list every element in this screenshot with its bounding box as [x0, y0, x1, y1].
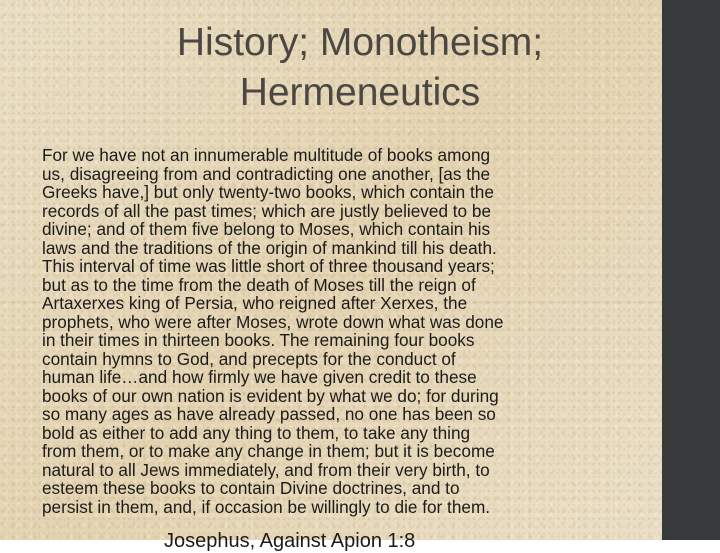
quote-line: so many ages as have already passed, no one has been so	[42, 404, 496, 424]
quote-line: in their times in thirteen books. The remaining four books	[42, 330, 475, 350]
quote-line: esteem these books to contain Divine doctrines, and to	[42, 478, 460, 498]
dark-side-panel	[662, 0, 720, 540]
quote-line: Artaxerxes king of Persia, who reigned after Xerxes, the	[42, 293, 468, 313]
quote-line: contain hymns to God, and precepts for the conduct of	[42, 348, 456, 369]
slide-title-line-1: History; Monotheism;	[176, 21, 544, 64]
quote-line: human life…and how firmly we have given credit to these	[42, 367, 477, 387]
quote-line: divine; and of them five belong to Moses, which contain his	[42, 219, 491, 239]
quote-body	[42, 146, 642, 516]
quote-line: Greeks have,] but only twenty-two books, which contain the	[42, 182, 494, 202]
quote-line: us, disagreeing from and contradicting one another, [as the	[42, 163, 491, 184]
quote-line: prophets, who were after Moses, wrote down what was done	[42, 311, 504, 332]
quote-line: records of all the past times; which are justly believed to be	[42, 200, 492, 221]
quote-line: This interval of time was little short of three thousand years;	[42, 256, 495, 276]
quote-line: natural to all Jews immediately, and from their very birth, to	[42, 459, 490, 480]
quote-line: but as to the time from the death of Moses till the reign of	[42, 274, 476, 295]
quote-attribution: Josephus, Against Apion 1:8	[164, 530, 416, 552]
quote-line: laws and the traditions of the origin of mankind till his death.	[42, 237, 497, 258]
quote-line: persist in them, and, if occasion be willingly to die for them.	[42, 496, 491, 517]
quote-line: For we have not an innumerable multitude of books among	[42, 145, 491, 165]
quote-line: books of our own nation is evident by what we do; for during	[42, 385, 499, 406]
quote-line: bold as either to add any thing to them, to take any thing	[42, 422, 471, 443]
slide-title	[110, 18, 610, 118]
slide-title-line-2: Hermeneutics	[239, 71, 481, 114]
quote-line: from them, or to make any change in them; but it is become	[42, 441, 495, 461]
